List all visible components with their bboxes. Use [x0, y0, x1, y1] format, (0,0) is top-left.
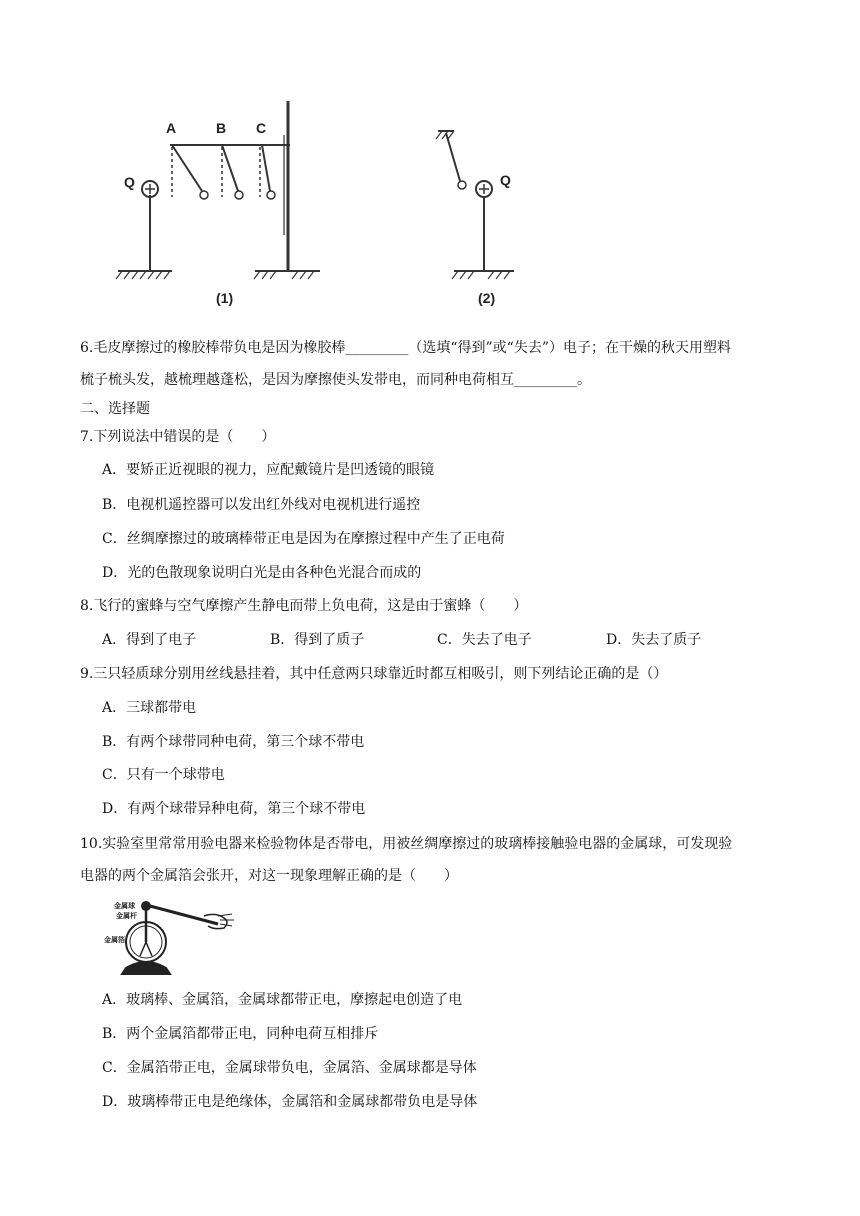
label-metal-ball: 金属球 — [114, 903, 135, 910]
label-q-2: Q — [500, 172, 511, 188]
q8-option-a: A．得到了电子 — [102, 632, 197, 648]
q9-option-c: C．只有一个球带电 — [102, 767, 225, 783]
label-metal-rod: 金属杆 — [116, 913, 137, 920]
metal-ball-icon — [142, 902, 150, 910]
q8-stem: 8.飞行的蜜蜂与空气摩擦产生静电而带上负电荷，这是由于蜜蜂（ ） — [80, 598, 528, 614]
section-heading: 二、选择题 — [80, 401, 150, 417]
electrostatics-figure — [110, 95, 530, 315]
q10-option-a: A．玻璃棒、金属箔，金属球都带正电，摩擦起电创造了电 — [102, 992, 463, 1008]
fig2-pendulum-ball — [458, 181, 466, 189]
pendulum-c-ball — [267, 191, 275, 199]
q9-option-d: D．有两个球带异种电荷，第三个球不带电 — [102, 801, 366, 817]
q7-option-a: A．要矫正近视眼的视力，应配戴镜片是凹透镜的眼镜 — [102, 462, 435, 478]
label-fig2: (2) — [478, 290, 496, 306]
label-fig1: (1) — [216, 290, 234, 306]
q7-stem: 7.下列说法中错误的是（ ） — [80, 429, 276, 445]
q6-line2: 梳子梳头发，越梳理越蓬松，是因为摩擦使头发带电，而同种电荷相互_________。 — [80, 372, 591, 388]
label-b: B — [216, 120, 227, 136]
q7-option-b: B．电视机遥控器可以发出红外线对电视机进行遥控 — [102, 497, 421, 513]
q10-stem-line2: 电器的两个金属箔会张开，对这一现象理解正确的是（ ） — [80, 868, 458, 884]
q10-option-b: B．两个金属箔都带正电，同种电荷互相排斥 — [102, 1026, 379, 1042]
label-a: A — [166, 120, 177, 136]
q9-option-b: B．有两个球带同种电荷，第三个球不带电 — [102, 734, 365, 750]
electroscope-figure — [100, 898, 240, 980]
q8-option-b: B．得到了质子 — [270, 632, 365, 648]
q10-stem-line1: 10.实验室里常常用验电器来检验物体是否带电，用被丝绸摩擦过的玻璃棒接触验电器的金属球，可发现验 — [80, 836, 733, 852]
label-c: C — [256, 120, 267, 136]
q7-option-d: D．光的色散现象说明白光是由各种色光混合而成的 — [102, 565, 422, 581]
label-q-1: Q — [124, 174, 135, 190]
q8-option-d: D．失去了质子 — [606, 632, 702, 648]
q6-line1: 6.毛皮摩擦过的橡胶棒带负电是因为橡胶棒_________（选填“得到”或“失去”）电子；在干燥的秋天用塑料 — [80, 340, 731, 356]
q8-options — [102, 630, 802, 650]
label-metal-foil: 金属箔 — [104, 937, 125, 944]
q10-option-c: C．金属箔带正电，金属球带负电，金属箔、金属球都是导体 — [102, 1060, 477, 1076]
q9-option-a: A．三球都带电 — [102, 700, 197, 716]
q8-option-c: C．失去了电子 — [437, 632, 532, 648]
pendulum-b-ball — [235, 191, 243, 199]
q9-stem: 9.三只轻质球分别用丝线悬挂着，其中任意两只球靠近时都互相吸引，则下列结论正确的是（） — [80, 666, 668, 682]
pendulum-a-ball — [200, 191, 208, 199]
q10-option-d: D．玻璃棒带正电是绝缘体，金属箔和金属球都带负电是导体 — [102, 1094, 478, 1110]
q7-option-c: C．丝绸摩擦过的玻璃棒带正电是因为在摩擦过程中产生了正电荷 — [102, 531, 505, 547]
